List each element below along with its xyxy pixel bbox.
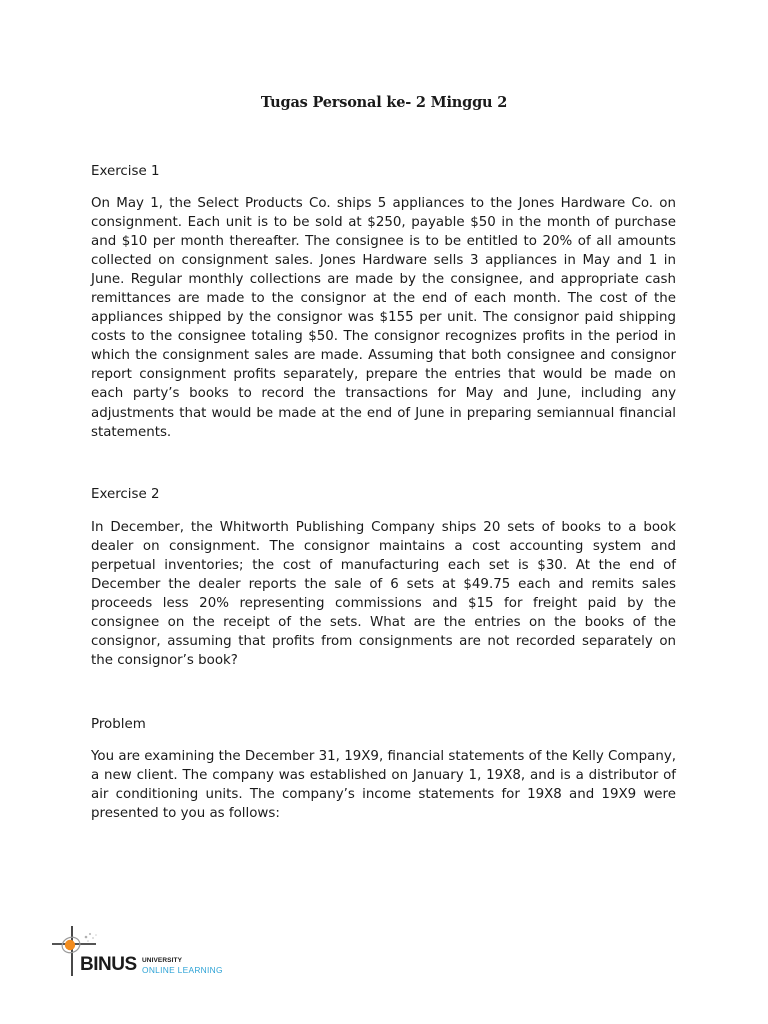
document-title: Tugas Personal ke- 2 Minggu 2 (260, 94, 508, 111)
problem-heading: Problem (91, 717, 146, 732)
exercise-1-heading: Exercise 1 (91, 164, 160, 179)
problem-body: You are examining the December 31, 19X9, financial statements of the Kelly Company, a new client. The company was established on January 1, 19X8, and is a distributor of air conditioning units. The company’s income statements for 19X8 and 19X9 were presented to you as follows: (91, 749, 676, 822)
logo-brand-text: BINUS (80, 954, 137, 975)
binus-online-learning-logo (50, 924, 240, 980)
exercise-1-body: On May 1, the Select Products Co. ships 5 appliances to the Jones Hardware Co. on consignment. Each unit is to be sold at $250, payable $50 in the month of purchase and $10 per month thereafter. The consignee is to be entitled to 20% of all amounts collected on consignment sales. Jones Hardware sells 3 appliances in May and 1 in June. Regular monthly collections are made by the consignee, and appropriate cash remittances are made to the consignor at the end of each month. The cost of the appliances shipped by the consignor was $155 per unit. The consignor paid shipping costs to the consignee totaling $50. The consignor recognizes profits in the period in which the consignment sales are made. Assuming that both consignee and consignor report consignment profits separately, prepare the entries that would be made on each party’s books to record the transactions for May and June, including any adjustments that would be made at the end of June in preparing semiannual financial statements. (91, 196, 676, 440)
exercise-2-body: In December, the Whitworth Publishing Company ships 20 sets of books to a book dealer on consignment. The consignor maintains a cost accounting system and perpetual inventories; the cost of manufacturing each set is $30. At the end of December the dealer reports the sale of 6 sets at $49.75 each and remits sales proceeds less 20% representing commissions and $15 for freight paid by the consignee on the receipt of the sets. What are the entries on the books of the consignor, assuming that profits from consignments are not recorded separately on the consignor’s book? (91, 520, 676, 669)
exercise-2-heading: Exercise 2 (91, 487, 160, 502)
logo-university-text: UNIVERSITY (142, 957, 183, 964)
logo-tagline-text: ONLINE LEARNING (142, 965, 223, 975)
